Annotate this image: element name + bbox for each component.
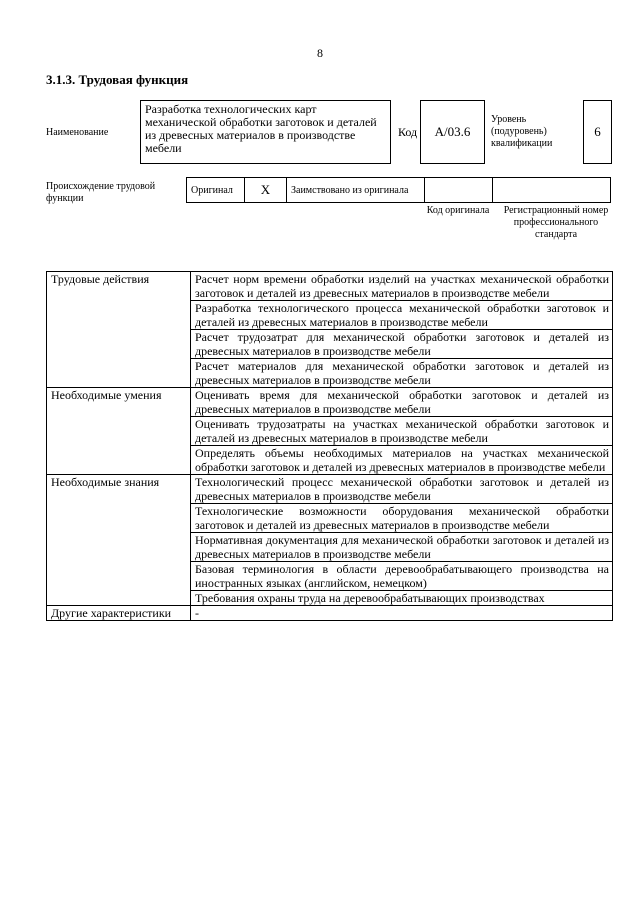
description-cell: Оценивать время для механической обработки заготовок и деталей из древесных материалов в производстве мебели <box>191 388 613 417</box>
category-cell: Необходимые знания <box>47 475 191 606</box>
name-label: Наименование <box>46 127 109 138</box>
origin-borrowed-label: Заимствовано из оригинала <box>287 178 425 203</box>
origin-code-cell <box>425 178 493 203</box>
origin-original-label: Оригинал <box>187 178 245 203</box>
reg-number-caption: Регистрационный номер профессионального стандарта <box>503 205 609 240</box>
table-row <box>47 606 613 621</box>
level-label: Уровень (подуровень) квалификации <box>491 114 553 149</box>
level-value: 6 <box>594 124 601 139</box>
code-original-caption: Код оригинала <box>426 205 490 216</box>
description-cell: Технологический процесс механической обработки заготовок и деталей из древесных материалов в производстве мебели <box>191 475 613 504</box>
origin-label: Происхождение трудовой функции <box>46 181 156 204</box>
table-row <box>47 475 613 504</box>
category-cell: Трудовые действия <box>47 272 191 388</box>
description-cell: - <box>191 606 613 621</box>
origin-table <box>186 177 611 203</box>
category-cell: Другие характеристики <box>47 606 191 621</box>
table-row <box>47 388 613 417</box>
code-box <box>420 100 485 164</box>
origin-reg-number-cell <box>493 178 611 203</box>
table-row <box>47 272 613 301</box>
function-details-table <box>46 271 613 621</box>
description-cell: Разработка технологического процесса механической обработки заготовок и деталей из древесных материалов в производстве мебели <box>191 301 613 330</box>
description-cell: Нормативная документация для механической обработки заготовок и деталей из древесных материалов в производстве мебели <box>191 533 613 562</box>
function-name-value: Разработка технологических карт механической обработки заготовок и деталей из древесных материалов в производстве мебели <box>145 102 377 155</box>
description-cell: Расчет норм времени обработки изделий на участках механической обработки заготовок и деталей из древесных материалов в производстве мебели <box>191 272 613 301</box>
section-title: 3.1.3. Трудовая функция <box>46 72 189 87</box>
category-cell: Необходимые умения <box>47 388 191 475</box>
description-cell: Требования охраны труда на деревообрабатывающих производствах <box>191 591 613 606</box>
description-cell: Определять объемы необходимых материалов на участках механической обработки заготовок и деталей из древесных материалов в производстве мебели <box>191 446 613 475</box>
description-cell: Технологические возможности оборудования механической обработки заготовок и деталей из древесных материалов в производстве мебели <box>191 504 613 533</box>
description-cell: Расчет трудозатрат для механической обработки заготовок и деталей из древесных материалов в производстве мебели <box>191 330 613 359</box>
description-cell: Оценивать трудозатраты на участках механической обработки заготовок и деталей из древесных материалов в производстве мебели <box>191 417 613 446</box>
origin-original-mark: X <box>245 178 287 203</box>
function-name-box <box>140 100 391 164</box>
page-number: 8 <box>317 46 323 60</box>
description-cell: Расчет материалов для механической обработки заготовок и деталей из древесных материалов в производстве мебели <box>191 359 613 388</box>
code-label: Код <box>398 125 418 139</box>
code-value: А/03.6 <box>434 124 471 139</box>
level-box <box>583 100 612 164</box>
description-cell: Базовая терминология в области деревообрабатывающего производства на иностранных языках (английском, немецком) <box>191 562 613 591</box>
